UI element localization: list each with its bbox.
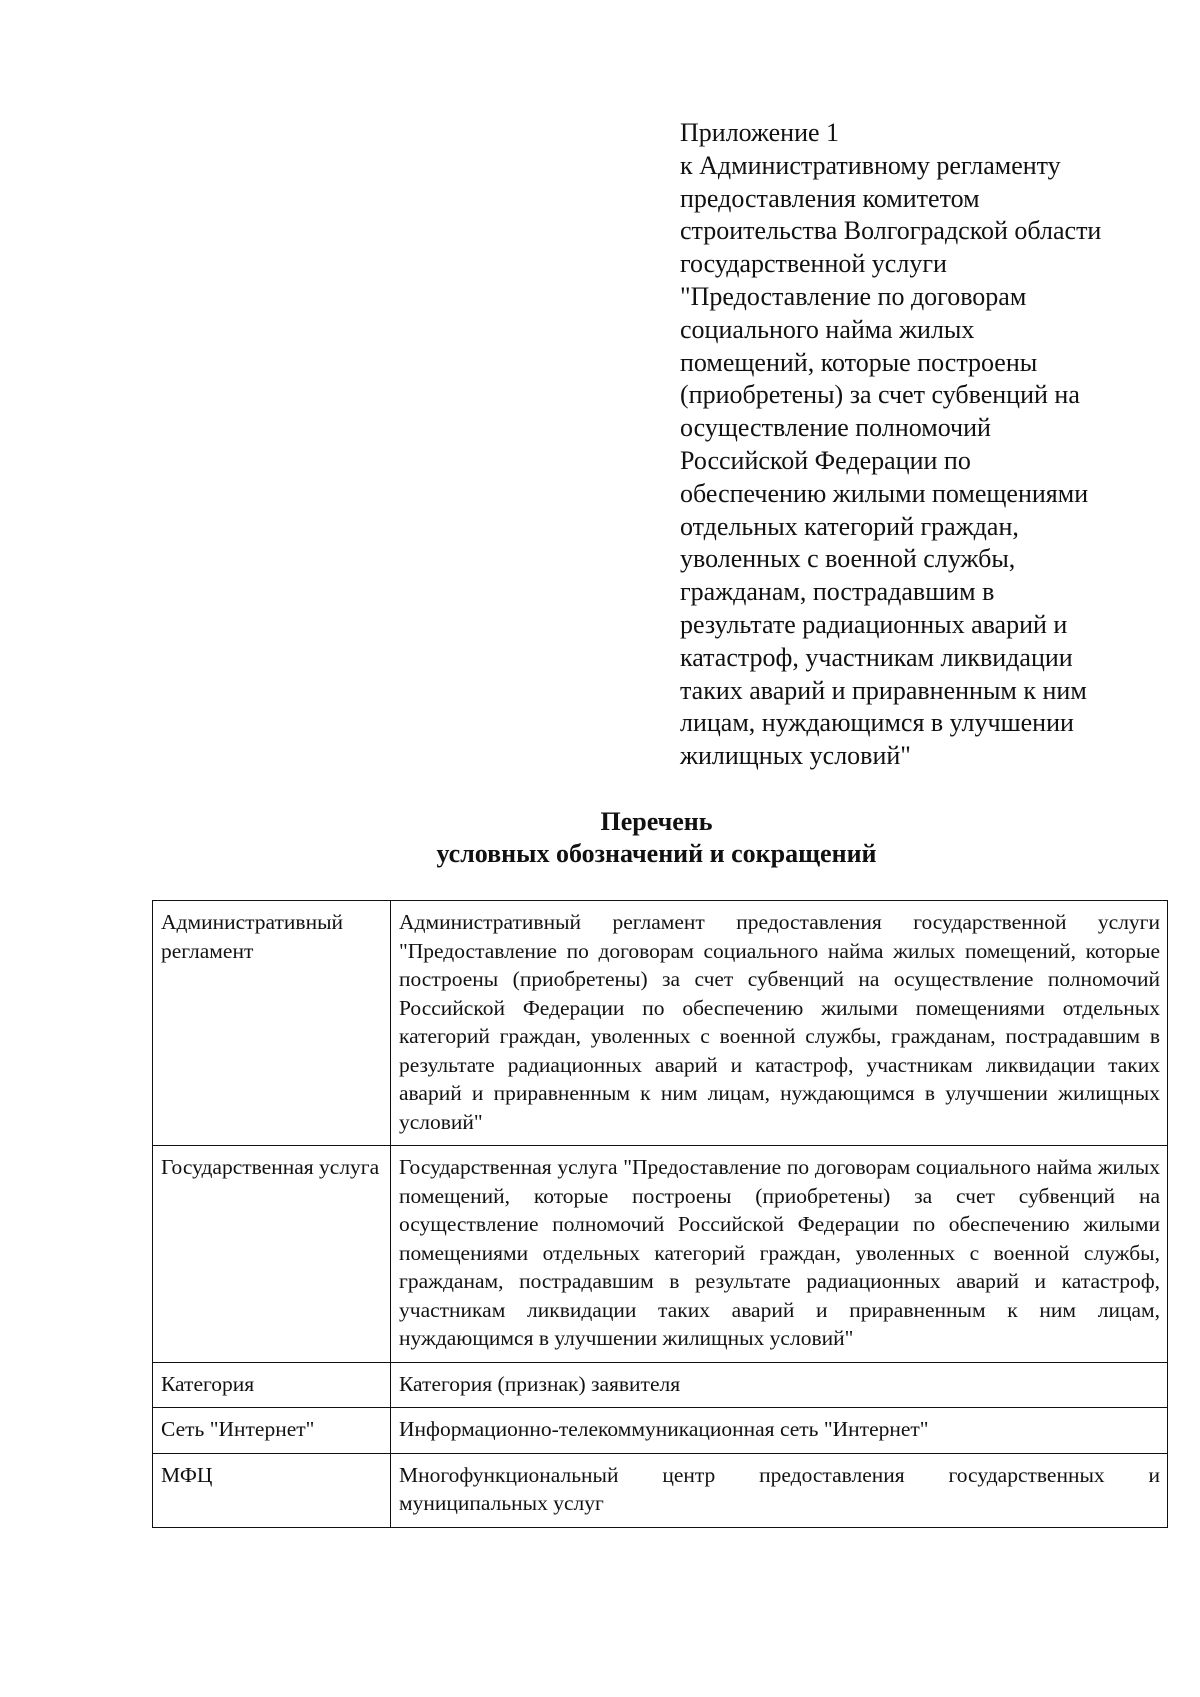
definition-cell: Административный регламент предоставления государственной услуги "Предоставление по договорам социального найма жилых помещений, которые построены (приобретены) за счет субвенций на осуществление полномочий Российской Федерации по обеспечению жилыми помещениями отдельных категорий граждан, уволенных с военной службы, гражданам, пострадавшим в результате радиационных аварий и катастроф, участникам ликвидации таких аварий и приравненным к ним лицам, нуждающимся в улучшении жилищных условий" — [391, 901, 1168, 1146]
appendix-line: гражданам, пострадавшим в — [680, 577, 995, 607]
term-cell: МФЦ — [153, 1453, 391, 1527]
document-title — [0, 806, 1200, 870]
appendix-line: помещений, которые построены — [680, 347, 1038, 377]
definition-cell: Категория (признак) заявителя — [391, 1362, 1168, 1408]
appendix-line: уволенных с военной службы, — [680, 544, 1016, 574]
appendix-line: государственной услуги — [680, 249, 947, 279]
appendix-line: (приобретены) за счет субвенций на — [680, 380, 1080, 410]
appendix-line: предоставления комитетом — [680, 183, 980, 213]
table-row — [153, 1408, 1168, 1454]
appendix-line: к Административному регламенту — [680, 150, 1061, 180]
abbreviations-table — [152, 900, 1168, 1528]
appendix-header — [680, 117, 1160, 773]
appendix-line: жилищных условий" — [680, 741, 911, 771]
term-cell: Сеть "Интернет" — [153, 1408, 391, 1454]
appendix-line: "Предоставление по договорам — [680, 281, 1027, 311]
table-row — [153, 901, 1168, 1146]
appendix-line: лицам, нуждающимся в улучшении — [680, 708, 1074, 738]
appendix-line: Приложение 1 — [680, 118, 840, 147]
appendix-line: обеспечению жилыми помещениями — [680, 478, 1089, 508]
definition-cell: Многофункциональный центр предоставления государственных и муниципальных услуг — [391, 1453, 1168, 1527]
title-line: условных обозначений и сокращений — [436, 839, 877, 868]
appendix-line: социального найма жилых — [680, 314, 975, 344]
term-cell: Административный регламент — [153, 901, 391, 1146]
appendix-line: строительства Волгоградской области — [680, 216, 1102, 246]
appendix-line: катастроф, участникам ликвидации — [680, 642, 1073, 672]
appendix-line: результате радиационных аварий и — [680, 609, 1068, 639]
appendix-line: таких аварий и приравненным к ним — [680, 675, 1087, 705]
definition-cell: Информационно-телекоммуникационная сеть "Интернет" — [391, 1408, 1168, 1454]
appendix-line: осуществление полномочий — [680, 413, 991, 443]
table-row — [153, 1146, 1168, 1363]
term-cell: Государственная услуга — [153, 1146, 391, 1363]
definition-cell: Государственная услуга "Предоставление по договорам социального найма жилых помещений, которые построены (приобретены) за счет субвенций на осуществление полномочий Российской Федерации по обеспечению жилыми помещениями отдельных категорий граждан, уволенных с военной службы, гражданам, пострадавшим в результате радиационных аварий и катастроф, участникам ликвидации таких аварий и приравненным к ним лицам, нуждающимся в улучшении жилищных условий" — [391, 1146, 1168, 1363]
table-row — [153, 1362, 1168, 1408]
table-row — [153, 1453, 1168, 1527]
appendix-line: отдельных категорий граждан, — [680, 511, 1019, 541]
appendix-line: Российской Федерации по — [680, 445, 971, 475]
title-line: Перечень — [600, 807, 713, 836]
term-cell: Категория — [153, 1362, 391, 1408]
